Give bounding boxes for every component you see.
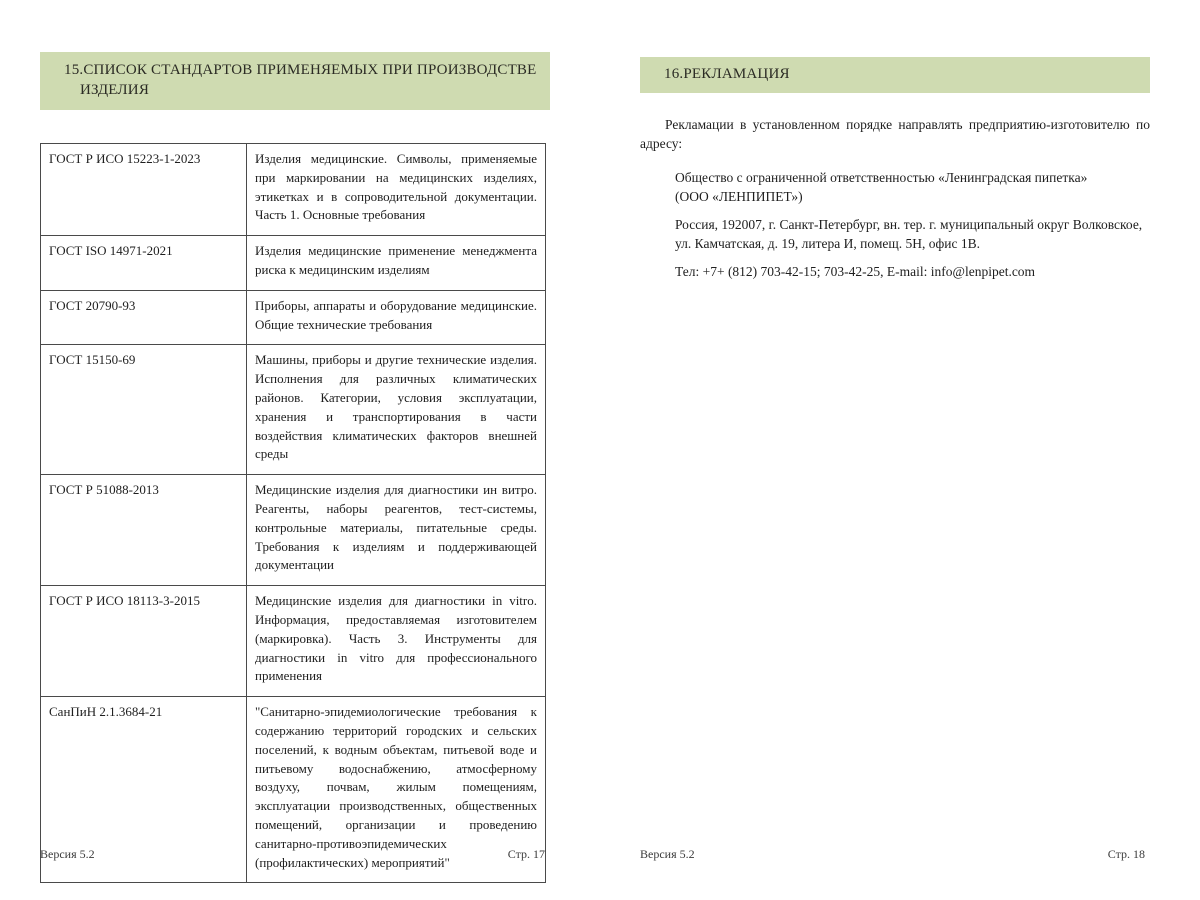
table-row [41, 290, 546, 345]
standard-description: Изделия медицинские. Символы, применяемые при маркировании на медицинских изделиях, этикетках и в сопроводительной документации. Часть 1. Основные требования [247, 144, 546, 236]
version-label: Версия 5.2 [40, 847, 95, 861]
standard-code: СанПиН 2.1.3684-21 [41, 697, 247, 883]
manufacturer-address-block [640, 168, 1145, 281]
standard-code: ГОСТ 15150-69 [41, 345, 247, 475]
section-title-standards: 15.СПИСОК СТАНДАРТОВ ПРИМЕНЯЕМЫХ ПРИ ПРОИЗВОДСТВЕ ИЗДЕЛИЯ [64, 62, 537, 98]
standard-description: Изделия медицинские применение менеджмента риска к медицинским изделиям [247, 236, 546, 291]
standard-code: ГОСТ ISO 14971-2021 [41, 236, 247, 291]
standard-code: ГОСТ Р ИСО 18113-3-2015 [41, 586, 247, 697]
section-header-reclamation [640, 57, 1150, 93]
table-row [41, 475, 546, 586]
standard-code: ГОСТ 20790-93 [41, 290, 247, 345]
section-title-reclamation: 16.РЕКЛАМАЦИЯ [664, 66, 790, 82]
standard-description: "Санитарно-эпидемиологические требования к содержанию территорий городских и сельских поселений, к водным объектам, питьевой воде и питьевому водоснабжению, атмосферному воздуху, почвам, жилым помещениям, эксплуатации производственных, общественных помещений, организации и проведению санитарно-противоэпидемических (профилактических) мероприятий" [247, 697, 546, 883]
postal-address: Россия, 192007, г. Санкт-Петербург, вн. тер. г. муниципальный округ Волковское, ул. Камчатская, д. 19, литера И, помещ. 5Н, офис 1В. [675, 216, 1143, 251]
company-name [675, 168, 1145, 206]
version-label: Версия 5.2 [640, 847, 695, 861]
page-18 [640, 0, 1150, 900]
page-17 [40, 0, 550, 900]
standard-description: Машины, приборы и другие технические изделия. Исполнения для различных климатических районов. Категории, условия эксплуатации, хранения и транспортирования в части воздействия климатических факторов внешней среды [247, 345, 546, 475]
standard-description: Медицинские изделия для диагностики in vitro. Информация, предоставляемая изготовителем (маркировка). Часть 3. Инструменты для диагностики in vitro для профессионального применения [247, 586, 546, 697]
standard-description: Приборы, аппараты и оборудование медицинские. Общие технические требования [247, 290, 546, 345]
table-row [41, 345, 546, 475]
standard-description: Медицинские изделия для диагностики ин витро. Реагенты, наборы реагентов, тест-системы, контрольные материалы, питательные среды. Требования к изделиям и поддерживающей документации [247, 475, 546, 586]
table-row [41, 144, 546, 236]
contact-line: Тел: +7+ (812) 703-42-15; 703-42-25, E-mail: info@lenpipet.com [675, 263, 1036, 279]
table-row [41, 586, 546, 697]
page-footer [40, 847, 545, 862]
standard-code: ГОСТ Р ИСО 15223-1-2023 [41, 144, 247, 236]
page-footer [640, 847, 1145, 862]
reclamation-intro: Рекламации в установленном порядке направлять предприятию-изготовителю по адресу: [640, 116, 1150, 151]
table-row [41, 236, 546, 291]
standards-table [40, 143, 546, 883]
page-number: Стр. 18 [1107, 847, 1145, 861]
page-number: Стр. 17 [507, 847, 545, 861]
standard-code: ГОСТ Р 51088-2013 [41, 475, 247, 586]
company-name-full: Общество с ограниченной ответственностью «Ленинградская пипетка» [675, 169, 1088, 185]
company-name-short: (ООО «ЛЕНПИПЕТ») [675, 188, 803, 204]
section-header-standards [40, 52, 550, 110]
